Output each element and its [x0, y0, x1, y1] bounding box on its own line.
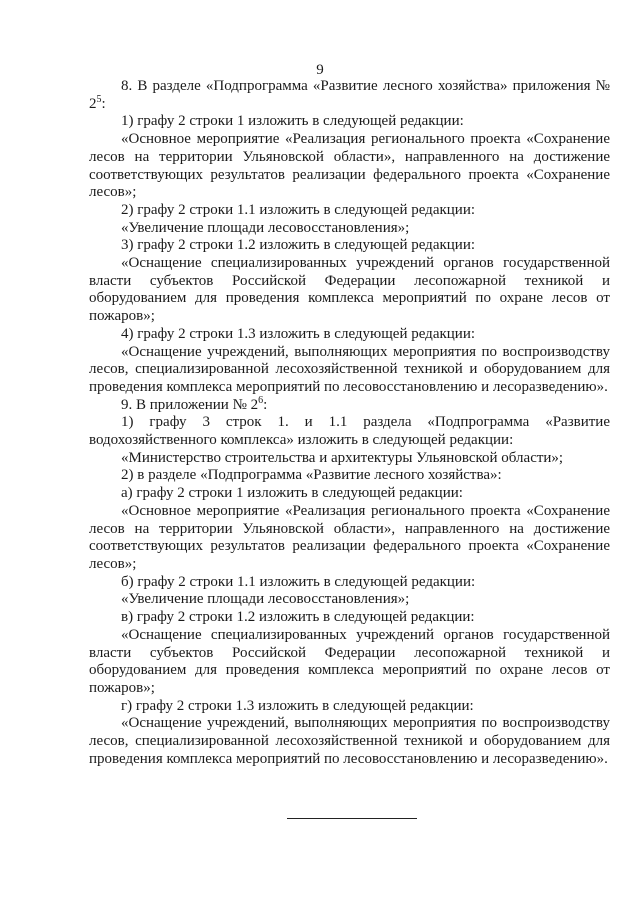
page-number: 9 [316, 62, 324, 78]
paragraph-text: 2) графу 2 строки 1.1 изложить в следующей редакции: [121, 201, 476, 218]
paragraph [89, 202, 610, 220]
paragraph-tail: : [263, 396, 268, 413]
paragraph-text: 8. В разделе «Подпрограмма «Развитие лесного хозяйства» приложения № 2 [89, 78, 610, 112]
paragraph [89, 467, 610, 485]
paragraph [89, 326, 610, 344]
paragraph [89, 609, 610, 627]
paragraph-text: «Увеличение площади лесовосстановления»; [121, 591, 410, 608]
footnote-superscript: 6 [258, 394, 264, 406]
paragraph [89, 220, 610, 238]
paragraph [89, 450, 610, 468]
paragraph-text: «Оснащение специализированных учреждений органов государственной власти субъектов Российской Федерации лесопожарной техникой и оборудованием для проведения комплекса мероприятий по охране лесов от пожаров»; [89, 255, 610, 325]
paragraph-text: «Увеличение площади лесовосстановления»; [121, 219, 410, 236]
paragraph-text: «Основное мероприятие «Реализация регионального проекта «Сохранение лесов на территории Ульяновской области», направленного на достижение соответствующих результатов реализации федерального проекта «Сохранение лесов»; [89, 131, 610, 201]
footnote-superscript: 5 [96, 93, 102, 105]
paragraph-text: 4) графу 2 строки 1.3 изложить в следующей редакции: [121, 325, 476, 342]
paragraph [89, 414, 610, 449]
paragraph [89, 344, 610, 397]
paragraph-text: 3) графу 2 строки 1.2 изложить в следующей редакции: [121, 237, 476, 254]
paragraph-text: «Министерство строительства и архитектуры Ульяновской области»; [121, 449, 564, 466]
paragraph-text: 9. В приложении № 2 [121, 396, 259, 413]
paragraph-text: «Оснащение учреждений, выполняющих мероприятия по воспроизводству лесов, специализированной лесохозяйственной техникой и оборудованием для проведения комплекса мероприятий по лесовосстановлению и лесоразведению». [89, 343, 610, 395]
paragraph [89, 715, 610, 768]
end-rule [287, 818, 417, 819]
paragraph [89, 503, 610, 574]
paragraph [89, 698, 610, 716]
paragraph [89, 255, 610, 326]
paragraph-tail: : [101, 95, 106, 112]
paragraph [89, 627, 610, 698]
paragraph-text: «Оснащение специализированных учреждений органов государственной власти субъектов Российской Федерации лесопожарной техникой и оборудованием для проведения комплекса мероприятий по охране лесов от пожаров»; [89, 626, 610, 696]
paragraph [89, 485, 610, 503]
paragraph-text: «Основное мероприятие «Реализация регионального проекта «Сохранение лесов на территории Ульяновской области», направленного на достижение соответствующих результатов реализации федерального проекта «Сохранение лесов»; [89, 502, 610, 572]
paragraph-text: г) графу 2 строки 1.3 изложить в следующей редакции: [121, 697, 474, 714]
paragraph [89, 113, 610, 131]
paragraph-text: 1) графу 3 строк 1. и 1.1 раздела «Подпрограмма «Развитие водохозяйственного комплекса» изложить в следующей редакции: [89, 414, 610, 449]
paragraph [89, 591, 610, 609]
paragraph-text: «Оснащение учреждений, выполняющих мероприятия по воспроизводству лесов, специализированной лесохозяйственной техникой и оборудованием для проведения комплекса мероприятий по лесовосстановлению и лесоразведению». [89, 715, 610, 767]
paragraph [89, 394, 610, 415]
paragraph [89, 574, 610, 592]
paragraph-text: 2) в разделе «Подпрограмма «Развитие лесного хозяйства»: [121, 467, 502, 484]
paragraph [89, 237, 610, 255]
paragraph-text: б) графу 2 строки 1.1 изложить в следующей редакции: [121, 573, 476, 590]
paragraph [89, 131, 610, 202]
paragraph-text: а) графу 2 строки 1 изложить в следующей редакции: [121, 485, 463, 502]
document-body [89, 78, 610, 768]
paragraph [89, 78, 610, 113]
paragraph-text: в) графу 2 строки 1.2 изложить в следующей редакции: [121, 609, 475, 626]
paragraph-text: 1) графу 2 строки 1 изложить в следующей редакции: [121, 113, 464, 130]
